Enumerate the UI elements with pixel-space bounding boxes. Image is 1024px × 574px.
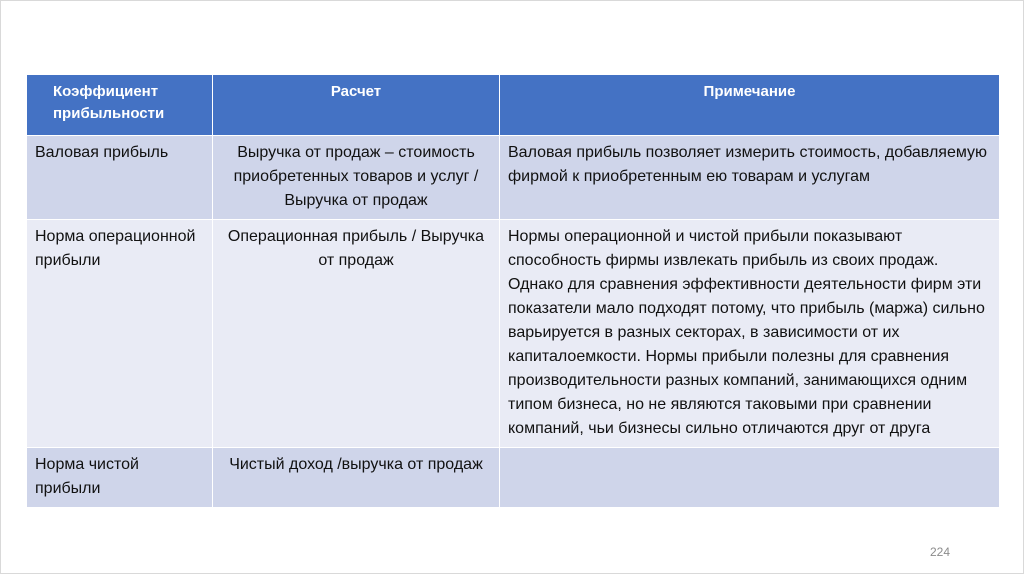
profitability-table xyxy=(26,74,1000,508)
page-number: 224 xyxy=(930,545,951,559)
note-cell xyxy=(500,448,1000,508)
ratio-name-cell: Норма чистой прибыли xyxy=(27,448,213,508)
table-row xyxy=(27,448,1000,508)
table-header-row xyxy=(27,75,1000,136)
note-cell: Валовая прибыль позволяет измерить стоимость, добавляемую фирмой к приобретенным ею товарам и услугам xyxy=(500,136,1000,220)
calculation-cell: Операционная прибыль / Выручка от продаж xyxy=(213,220,500,448)
note-cell: Нормы операционной и чистой прибыли показывают способность фирмы извлекать прибыль из своих продаж. Однако для сравнения эффективности деятельности фирм эти показатели мало подходят потому, что прибыль (маржа) сильно варьируется в разных секторах, в зависимости от их капиталоемкости. Нормы прибыли полезны для сравнения производительности разных компаний, занимающихся одним типом бизнеса, но не являются таковыми при сравнении компаний, чьи бизнесы сильно отличаются друг от друга xyxy=(500,220,1000,448)
calculation-cell: Выручка от продаж – стоимость приобретенных товаров и услуг / Выручка от продаж xyxy=(213,136,500,220)
header-note: Примечание xyxy=(500,75,1000,136)
ratio-name-cell: Валовая прибыль xyxy=(27,136,213,220)
table-row xyxy=(27,220,1000,448)
header-ratio: Коэффициент прибыльности xyxy=(27,75,213,136)
ratio-name-cell: Норма операционной прибыли xyxy=(27,220,213,448)
table-row xyxy=(27,136,1000,220)
calculation-cell: Чистый доход /выручка от продаж xyxy=(213,448,500,508)
header-calculation: Расчет xyxy=(213,75,500,136)
